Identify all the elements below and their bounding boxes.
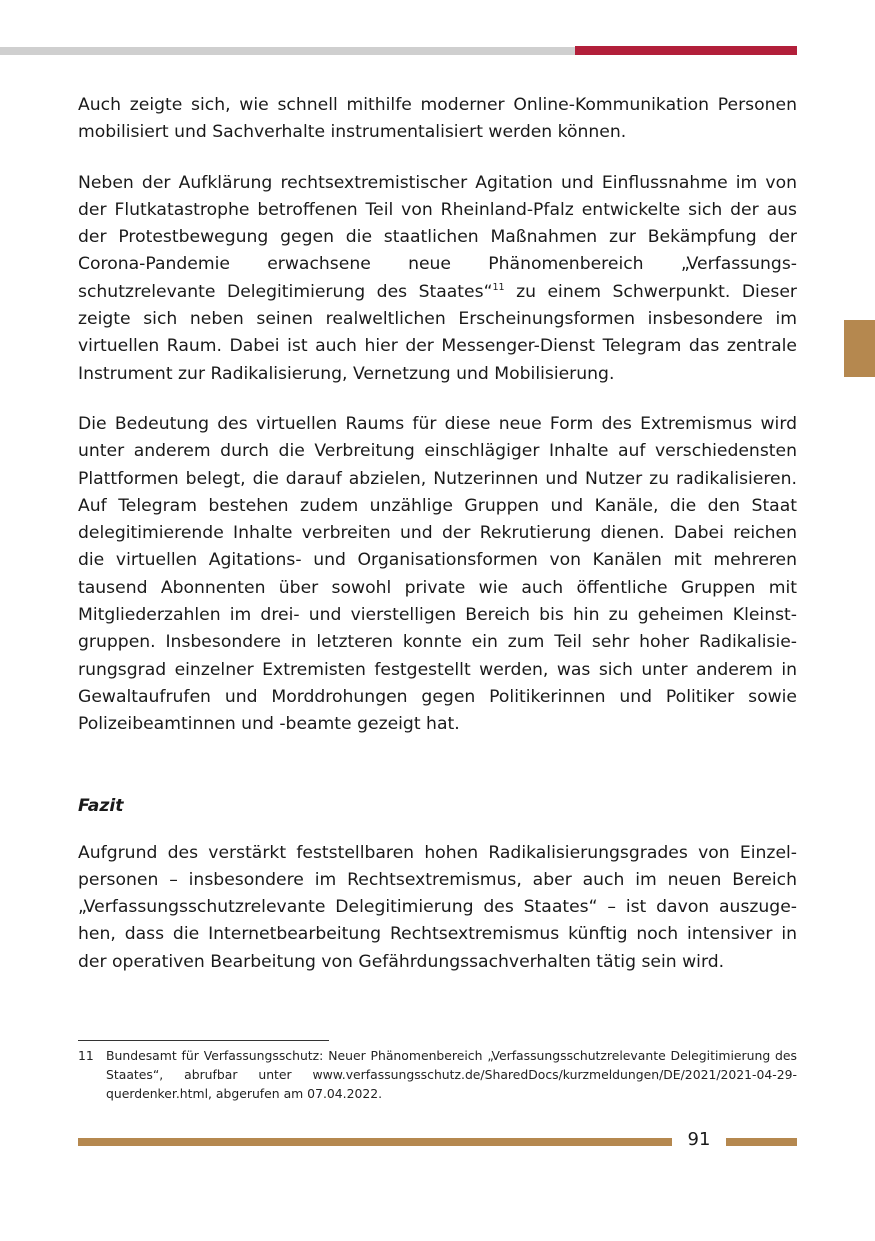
- footer-rule-right: [726, 1138, 797, 1146]
- chapter-tab-marker: [844, 320, 875, 377]
- footnote-separator: [78, 1040, 329, 1041]
- header-rule-accent: [575, 46, 797, 55]
- footnote-text: Bundesamt für Verfassungsschutz: Neuer Phänomenbereich „Verfassungsschutzrelevante Delegitimierung des Staates“, abrufbar unter www.verfassungsschutz.de/SharedDocs/kurzmeldungen/DE/2021/2021-04-29-querdenker.html, abgerufen am 07.04.2022.: [106, 1048, 797, 1101]
- paragraph-3: Die Bedeutung des virtuellen Raums für diese neue Form des Extremismus wird unter anderem durch die Verbreitung einschlägiger Inhalte auf verschiedensten Plattformen belegt, die darauf abzielen, Nutzerinnen und Nutzer zu radikalisieren. Auf Telegram bestehen zudem unzählige Gruppen und Kanäle, die den Staat delegitimierende Inhalte verbreiten und der Rekrutierung dienen. Dabei reichen die virtuellen Agitations- und Organisationsformen von Kanälen mit mehreren tausend Abonnenten über sowohl private wie auch öffentliche Gruppen mit Mitgliederzahlen im drei- und vierstelligen Bereich bis hin zu geheimen Kleinstgruppen. Insbesondere in letzteren konnte ein zum Teil sehr hoher Radikalisierungsgrad einzelner Extremisten festgestellt werden, was sich unter anderem in Gewaltaufrufen und Morddrohungen gegen Politikerinnen und Politiker sowie Polizeibeamtinnen und -beamte gezeigt hat.: [78, 413, 797, 735]
- paragraph-2-text-b: zu einem Schwerpunkt. Dieser zeigte sich neben seinen realweltlichen Erscheinungsformen insbesondere im virtuellen Raum. Dabei ist auch hier der Messenger-Dienst Telegram das zentrale Instrument zur Radikalisierung, Vernetzung und Mobilisierung.: [78, 281, 797, 384]
- page-number: 91: [687, 1129, 711, 1150]
- main-text: [78, 92, 797, 976]
- paragraph-4: Aufgrund des verstärkt feststellbaren hohen Radikalisierungsgrades von Einzelpersonen – insbesondere im Rechtsextremismus, aber auch im neuen Bereich „Verfassungsschutzrelevante Delegitimierung des Staates“ – ist davon auszugehen, dass die Internetbearbeitung Rechtsextremismus künftig noch intensiver in der operativen Bearbeitung von Gefährdungssachverhalten tätig sein wird.: [78, 842, 797, 972]
- footer-rule-left: [78, 1138, 672, 1146]
- paragraph-1: Auch zeigte sich, wie schnell mithilfe moderner Online-Kommunikation Personen mobilisiert und Sachverhalte instrumentalisiert werden können.: [78, 95, 797, 143]
- footnote-number: 11: [78, 1048, 94, 1063]
- paragraph-2: [78, 170, 797, 388]
- footnote-reference[interactable]: 11: [492, 281, 505, 293]
- section-heading: Fazit: [78, 795, 124, 816]
- header-rule-gray: [0, 47, 575, 55]
- paragraph-2-text-a: Neben der Aufklärung rechtsextremistischer Agitation und Einflussnahme im von der Flutkatastrophe betroffenen Teil von Rheinland-Pfalz entwickelte sich der aus der Protestbewegung gegen die staatlichen Maßnahmen zur Bekämpfung der Corona-Pandemie erwachsene neue Phänomenbereich „Verfassungsschutzrelevante Delegitimierung des Staates“: [78, 172, 797, 302]
- footnote: [78, 1046, 797, 1103]
